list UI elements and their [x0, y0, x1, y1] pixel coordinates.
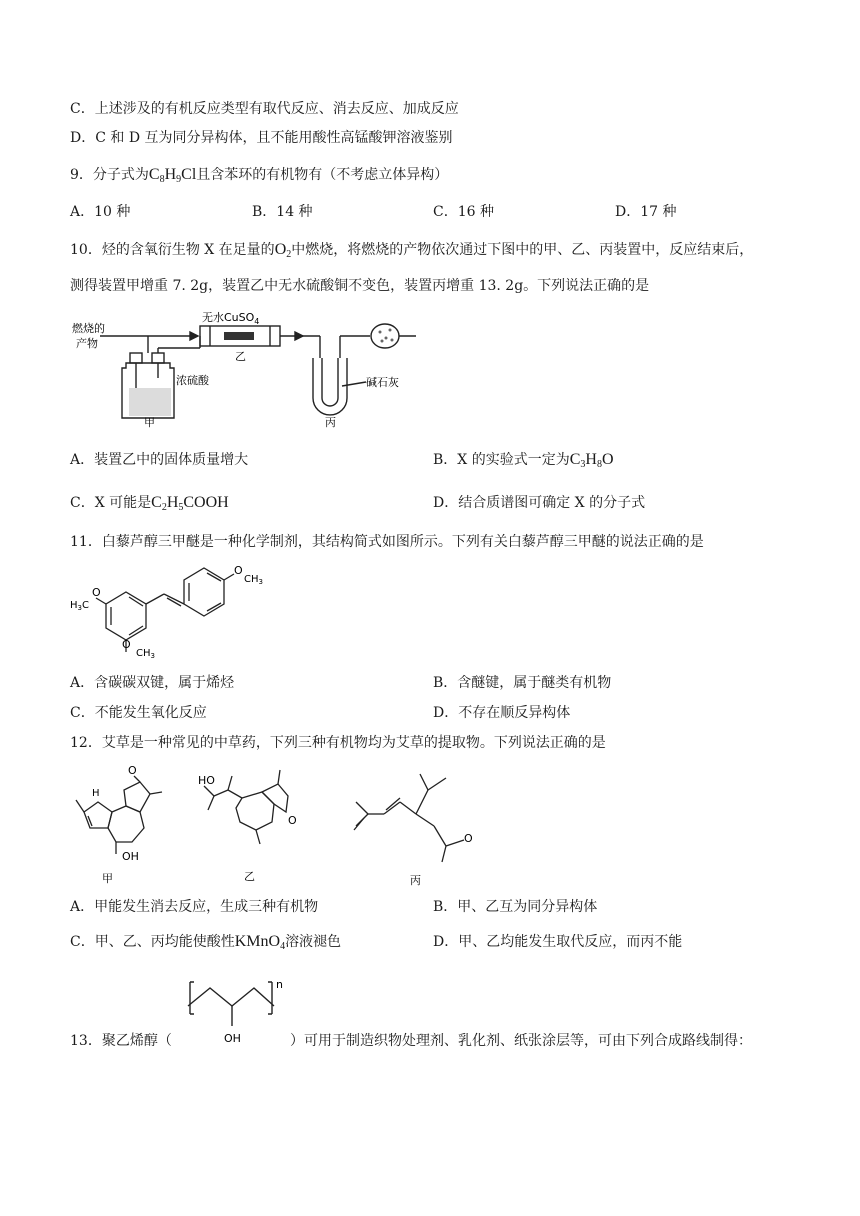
q11-structure-figure [66, 556, 286, 666]
q10-label-bing: 丙 [325, 416, 336, 428]
q9-stem: 9．分子式为$C_8H_9Cl$且含苯环的有机物有（不考虑立体异构） [70, 166, 449, 185]
q10-label-yi: 乙 [235, 350, 246, 363]
q11-option-a: A．含碳碳双键，属于烯烃 [70, 675, 235, 691]
q11-option-b: B．含醚键，属于醚类有机物 [433, 675, 612, 691]
q12-option-a: A．甲能发生消去反应，生成三种有机物 [70, 899, 319, 915]
q12-label-o-jia: O [128, 764, 137, 777]
q12-label-ho-yi: HO [198, 774, 215, 787]
q12-stem: 12．艾草是一种常见的中草药，下列三种有机物均为艾草的提取物。下列说法正确的是 [70, 735, 606, 751]
q12-label-o-bing: O [464, 832, 473, 845]
q12-option-b: B．甲、乙互为同分异构体 [433, 899, 598, 915]
q10-stem-line1: 10．烃的含氧衍生物 X 在足量的$O_2$中燃烧，将燃烧的产物依次通过下图中的甲、乙、丙装置中，反应结束后， [70, 241, 754, 260]
q11-label-o-bottom: O [122, 638, 131, 651]
q9-option-d: D．17 种 [615, 204, 677, 220]
q13-label-n: n [276, 978, 283, 991]
q13-label-oh: OH [224, 1032, 241, 1045]
q12-label-oh-jia: OH [122, 850, 139, 863]
q10-option-b: B．X 的实验式一定为$C_3H_8O$ [433, 451, 614, 470]
q11-stem: 11．白藜芦醇三甲醚是一种化学制剂，其结构简式如图所示。下列有关白藜芦醇三甲醚的说法正确的是 [70, 534, 704, 550]
q9-option-b: B．14 种 [252, 204, 313, 220]
q8-option-d: D．C 和 D 互为同分异构体，且不能用酸性高锰酸钾溶液鉴别 [70, 130, 453, 146]
q10-label-products: 燃烧的 [72, 322, 105, 335]
q12-label-h-jia: H [92, 788, 100, 799]
q10-label-conc-h2so4: 浓硫酸 [176, 374, 209, 387]
q11-option-d: D．不存在顺反异构体 [433, 705, 571, 721]
q11-label-o-left: O [92, 586, 101, 599]
q11-option-c: C．不能发生氧化反应 [70, 705, 207, 721]
q11-label-ch3-bottom: $CH_3$ [136, 648, 155, 660]
q9-option-c: C．16 种 [433, 204, 494, 220]
q13-stem-start: 13．聚乙烯醇（ [70, 1033, 172, 1049]
q13-stem-end: ）可用于制造织物处理剂、乳化剂、纸张涂层等，可由下列合成路线制得： [290, 1033, 752, 1049]
q10-option-a: A．装置乙中的固体质量增大 [70, 452, 249, 468]
q8-option-c: C．上述涉及的有机反应类型有取代反应、消去反应、加成反应 [70, 101, 459, 117]
q12-label-bing: 丙 [410, 874, 421, 887]
q10-option-c: C．X 可能是$C_2H_5COOH$ [70, 494, 229, 513]
q13-polymer-figure [178, 974, 288, 1046]
q11-label-ch3-top: $CH_3$ [244, 574, 263, 586]
q12-option-d: D．甲、乙均能发生取代反应，而丙不能 [433, 934, 683, 950]
q9-option-a: A．10 种 [70, 204, 131, 220]
q10-stem-line2: 测得装置甲增重 7. 2g，装置乙中无水硫酸铜不变色，装置丙增重 13. 2g。下列说法正确的是 [70, 278, 650, 294]
q10-label-soda-lime: 碱石灰 [366, 376, 399, 389]
q12-label-jia: 甲 [102, 872, 113, 885]
q10-label-cuso4: 无水CuSO$_4$ [202, 311, 260, 326]
q10-apparatus-figure [70, 308, 420, 428]
q12-label-o-yi: O [288, 814, 297, 827]
q9-formula: $C_8H_9Cl$ [148, 166, 197, 185]
q10-option-d: D．结合质谱图可确定 X 的分子式 [433, 495, 646, 511]
q11-label-o-top: O [234, 564, 243, 577]
q11-label-h3c: $H_3C$ [70, 600, 89, 612]
q10-label-products-2: 产物 [76, 337, 98, 350]
q12-label-yi: 乙 [244, 870, 255, 883]
q10-label-jia: 甲 [144, 416, 155, 428]
q12-structures-figure [66, 756, 516, 890]
q12-option-c: C．甲、乙、丙均能使酸性KMnO$_4$溶液褪色 [70, 933, 342, 952]
